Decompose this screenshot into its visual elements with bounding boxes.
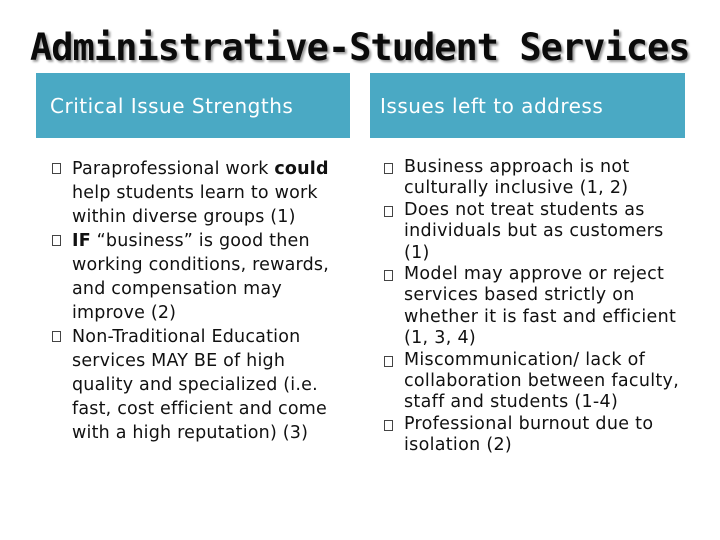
strength-item: Paraprofessional work could help students learn to work within diverse groups (1) [52,157,352,229]
issue-item: Business approach is not culturally inclusive (1, 2) [384,157,684,200]
strength-item: IF “business” is good then working conditions, rewards, and compensation may improve (2) [52,229,352,325]
strength-item: Non-Traditional Education services MAY BE of high quality and specialized (i.e. fast, cost efficient and come with a high reputation) (3) [52,325,352,445]
strengths-list [52,157,352,445]
bullet-box-icon [384,356,393,367]
bullet-box-icon [52,331,61,342]
bullet-box-icon [52,163,61,174]
issue-item: Does not treat students as individuals but as customers (1) [384,200,684,264]
issue-item: Miscommunication/ lack of collaboration between faculty, staff and students (1-4) [384,350,684,414]
issues-list [384,157,684,457]
issues-header [370,73,685,138]
strengths-header-label: Critical Issue Strengths [50,93,294,118]
issue-item: Model may approve or reject services based strictly on whether it is fast and efficient (1, 3, 4) [384,264,684,350]
bullet-box-icon [384,270,393,281]
bullet-box-icon [384,420,393,431]
strengths-header [36,73,350,138]
bullet-box-icon [384,163,393,174]
issues-header-label: Issues left to address [380,93,604,118]
issue-item: Professional burnout due to isolation (2) [384,414,684,457]
bullet-box-icon [384,206,393,217]
bullet-box-icon [52,235,61,246]
slide-title: Administrative-Student Services [30,26,690,69]
